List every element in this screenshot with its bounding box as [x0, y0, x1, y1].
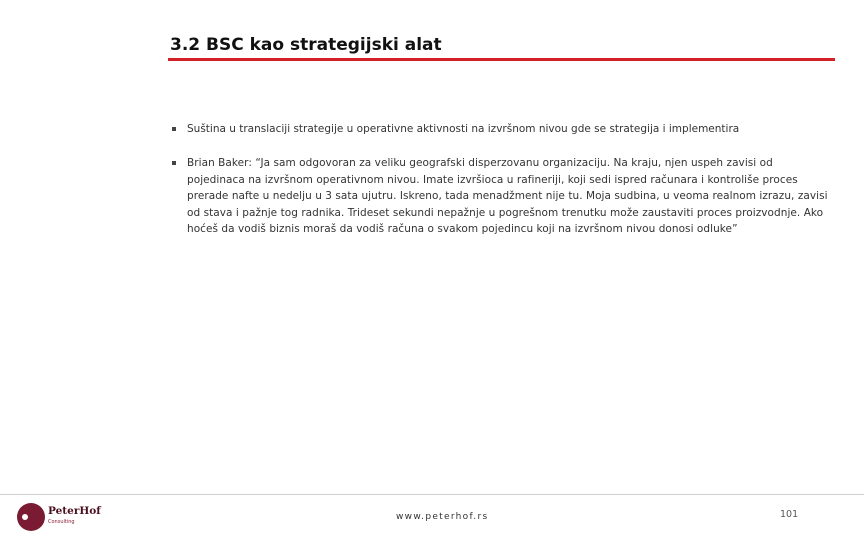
bullet-square-icon [172, 161, 176, 165]
bullet-square-icon [172, 127, 176, 131]
bullet-text: Suština u translaciji strategije u operativne aktivnosti na izvršnom nivou gde se strategija i implementira [187, 123, 740, 135]
bullet-item [172, 121, 830, 137]
title-underline [168, 58, 835, 61]
logo-emblem-icon [16, 502, 46, 532]
footer-divider [0, 494, 864, 495]
logo-subtitle: Consulting [48, 519, 75, 525]
footer-url[interactable]: www.peterhof.rs [396, 512, 489, 522]
bullet-text: Brian Baker: “Ja sam odgovoran za veliku geografski disperzovanu organizaciju. Na kraju, njen uspeh zavisi od pojedinaca na izvršnom operativnom nivou. Imate izvršioca u rafineriji, koji sedi ispred računara i kontroliše proces prerade nafte u nedelju u 3 sata ujutru. Iskreno, tada menadžment nije tu. Moja sudbina, u veoma realnom izrazu, zavisi od stava i pažnje tog radnika. Trideset sekundi nepažnje u pogrešnom trenutku može zaustaviti proces proizvodnje. Ako hoćeš da vodiš biznis moraš da vodiš računa o svakom pojedincu koji na izvršnom nivou donosi odluke” [187, 157, 828, 236]
peterhof-logo [16, 502, 116, 532]
page-number: 101 [780, 509, 799, 520]
logo-name: PeterHof [48, 505, 101, 517]
bullet-item-quote [172, 155, 830, 237]
bullet-list [172, 121, 830, 255]
slide-title: 3.2 BSC kao strategijski alat [170, 35, 442, 55]
